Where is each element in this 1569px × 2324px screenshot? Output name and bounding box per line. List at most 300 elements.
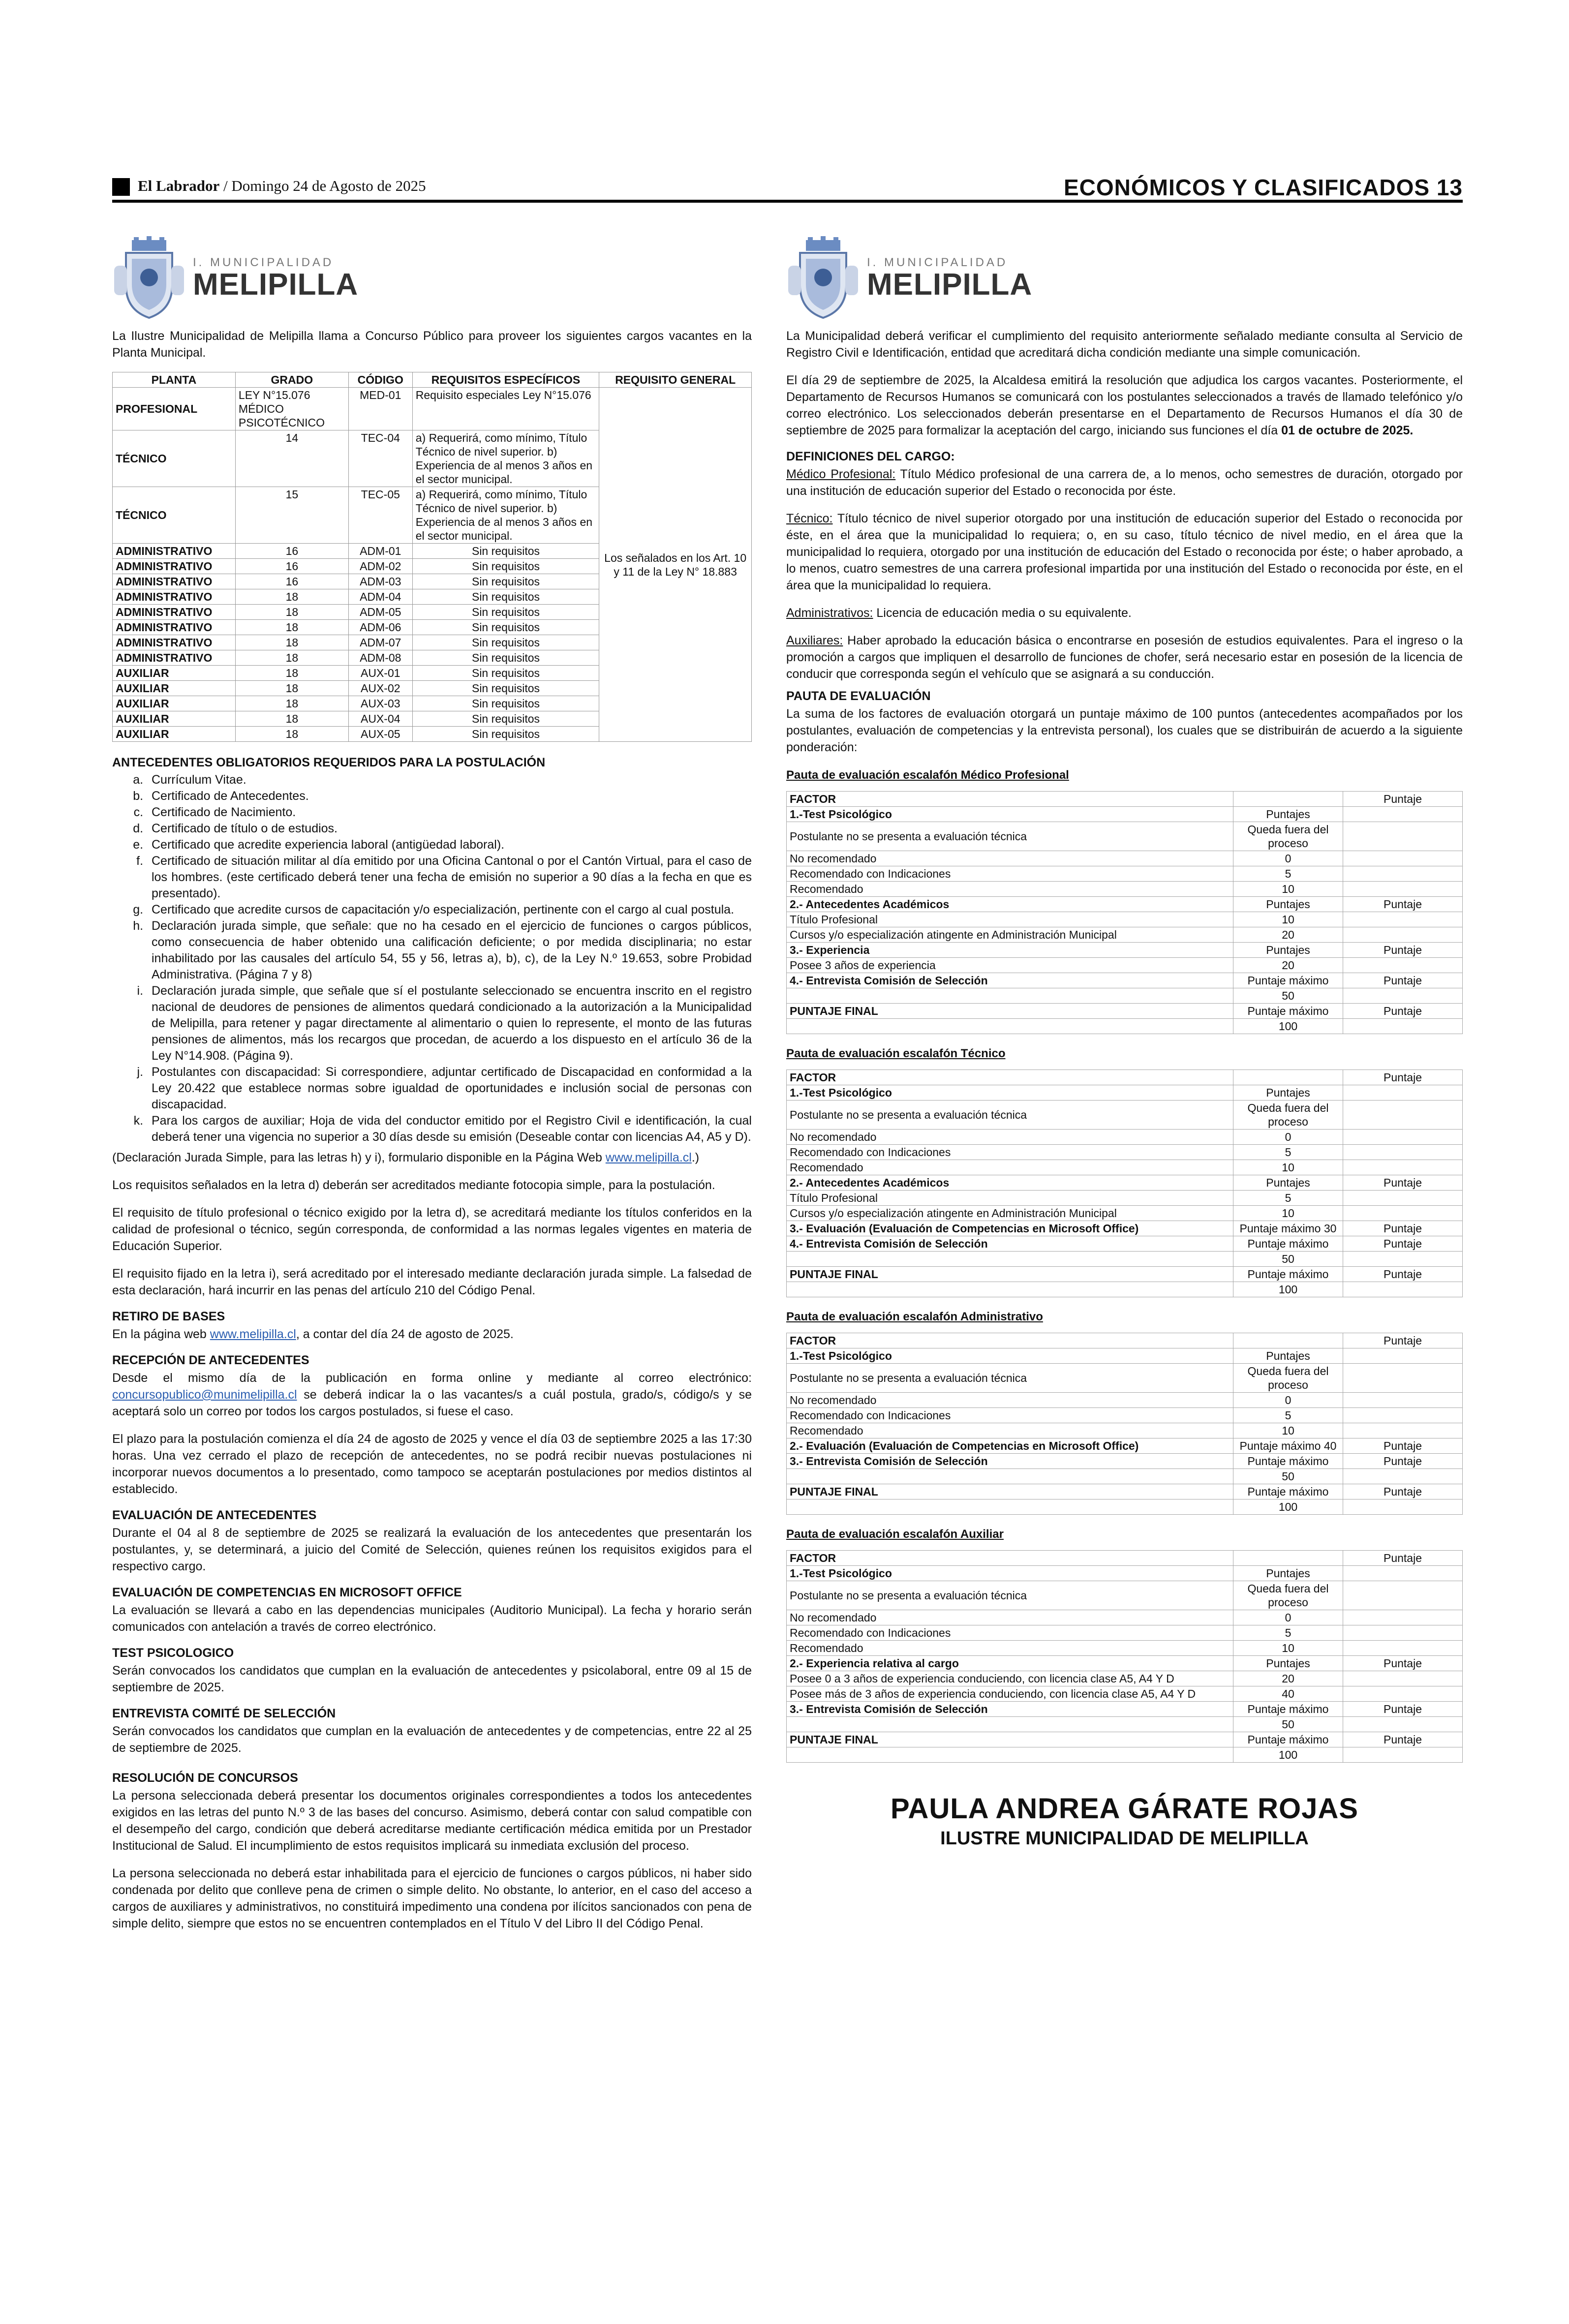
table-cell: Puntaje (1343, 897, 1463, 912)
table-cell (1343, 1252, 1463, 1267)
pauta-table-title: Pauta de evaluación escalafón Auxiliar (786, 1528, 1004, 1541)
recepcion-title: RECEPCIÓN DE ANTECEDENTES (112, 1353, 309, 1367)
evaluation-tables (786, 768, 1463, 1763)
def-administrativos: Administrativos: Licencia de educación media o su equivalente. (786, 606, 1132, 620)
table-cell: Postulante no se presenta a evaluación técnica (787, 1101, 1233, 1130)
table-cell: Sin requisitos (412, 559, 599, 574)
table-cell: Sin requisitos (412, 589, 599, 605)
table-cell: AUX-01 (348, 666, 412, 681)
right-paragraph-2: El día 29 de septiembre de 2025, la Alcaldesa emitirá la resolución que adjudica los cargos vacantes. Posteriormente, el Departamento de Recursos Humanos se comunicará con los postulantes seleccionados a través de llamado telefónico y/o correo electrónico. Los seleccionados deberán presentarse en el Departamento de Recursos Humanos el día 30 de septiembre de 2025 para formalizar la aceptación del cargo, iniciando sus funciones el día 01 de octubre de 2025. (786, 373, 1463, 437)
table-cell: Queda fuera del proceso (1233, 1581, 1343, 1610)
table-row (787, 1101, 1463, 1130)
section-title: ECONÓMICOS Y CLASIFICADOS 13 (1064, 175, 1463, 200)
table-cell: Puntaje máximo (1233, 1004, 1343, 1019)
table-cell: Recomendado (787, 1160, 1233, 1175)
table-cell: 50 (1233, 988, 1343, 1004)
table-cell (1343, 1364, 1463, 1393)
table-cell: Recomendado con Indicaciones (787, 1408, 1233, 1423)
table-cell (1343, 1145, 1463, 1160)
table-cell: Puntajes (1233, 943, 1343, 958)
table-cell: 3.- Entrevista Comisión de Selección (787, 1702, 1233, 1717)
table-cell: Postulante no se presenta a evaluación técnica (787, 1581, 1233, 1610)
table-cell: 16 (235, 574, 348, 589)
table-cell: 14 (235, 430, 348, 487)
table-row (787, 988, 1463, 1004)
table-cell: 18 (235, 666, 348, 681)
table-cell: 100 (1233, 1282, 1343, 1297)
table-cell: 100 (1233, 1499, 1343, 1515)
table-cell: AUXILIAR (113, 666, 236, 681)
municipality-logo-right (786, 236, 1463, 320)
table-cell: 10 (1233, 1423, 1343, 1438)
table-cell (1343, 1610, 1463, 1625)
table-cell (787, 1747, 1233, 1763)
table-cell (1343, 851, 1463, 866)
table-cell: 1.-Test Psicológico (787, 1348, 1233, 1364)
table-cell: 2.- Evaluación (Evaluación de Competencias en Microsoft Office) (787, 1438, 1233, 1454)
table-cell: TEC-04 (348, 430, 412, 487)
resolucion-p1: La persona seleccionada deberá presentar los documentos originales correspondientes a todos los antecedentes exigidos en las letras del punto N.º 3 de las bases del concurso. Asimismo, deberá contar con salud compatible con el desempeño del cargo, condición que deberá acreditarse mediante certificación médica emitida por un Prestador Institucional de Salud. El incumplimiento de estos requisitos implicará su inmediata exclusión del proceso. (112, 1789, 752, 1853)
pauta-table-title: Pauta de evaluación escalafón Técnico (786, 1047, 1006, 1060)
table-cell: 4.- Entrevista Comisión de Selección (787, 1236, 1233, 1252)
table-cell (1343, 1130, 1463, 1145)
table-row (787, 1004, 1463, 1019)
table-cell: 20 (1233, 1671, 1343, 1686)
table-cell (1343, 1408, 1463, 1423)
list-item: d. Certificado de título o de estudios. (147, 821, 752, 837)
table-cell: Puntaje máximo (1233, 973, 1343, 988)
table-row (787, 1160, 1463, 1175)
table-row (787, 792, 1463, 807)
table-cell: 18 (235, 620, 348, 635)
table-cell: 5 (1233, 1145, 1343, 1160)
table-cell: AUXILIAR (113, 727, 236, 742)
table-cell: Recomendado con Indicaciones (787, 1145, 1233, 1160)
table-cell: 10 (1233, 912, 1343, 927)
table-header-row (113, 372, 752, 388)
table-cell: ADMINISTRATIVO (113, 559, 236, 574)
table-row (787, 866, 1463, 882)
column-header: REQUISITO GENERAL (599, 372, 752, 388)
column-header: CÓDIGO (348, 372, 412, 388)
table-cell: 18 (235, 605, 348, 620)
table-cell: ADMINISTRATIVO (113, 650, 236, 666)
table-cell: 20 (1233, 927, 1343, 943)
table-cell: ADMINISTRATIVO (113, 605, 236, 620)
table-cell: FACTOR (787, 1333, 1233, 1348)
right-column (786, 236, 1463, 1849)
table-cell: 20 (1233, 958, 1343, 973)
table-cell: Queda fuera del proceso (1233, 1101, 1343, 1130)
table-cell: 0 (1233, 851, 1343, 866)
table-cell: 5 (1233, 1408, 1343, 1423)
table-cell: MED-01 (348, 388, 412, 430)
table-cell: No recomendado (787, 1130, 1233, 1145)
table-cell: TÉCNICO (113, 487, 236, 544)
table-cell: Postulante no se presenta a evaluación técnica (787, 1364, 1233, 1393)
table-cell (1343, 1348, 1463, 1364)
recepcion-plazo: El plazo para la postulación comienza el día 24 de agosto de 2025 y vence el día 03 de septiembre 2025 a las 17:30 horas. Una vez cerrado el plazo de recepción de antecedentes, no se podrá recibir nuevas postulaciones ni incorporar nuevos documentos a lo presentado, como tampoco se aceptarán postulaciones por medios distintos al establecido. (112, 1432, 752, 1496)
table-cell: 2.- Experiencia relativa al cargo (787, 1656, 1233, 1671)
table-cell: Puntaje (1343, 1070, 1463, 1085)
def-tecnico: Técnico: Título técnico de nivel superior otorgado por una institución de educación superior del Estado o reconocida por éste, en el área que la municipalidad lo requiera; o, en su caso, título técnico de nivel medio, en el área que la municipalidad lo requiera, otorgado por una institución de educación del Estado o reconocida por éste; o haber aprobado, a lo menos, cuatro semestres de una carrera profesional impartida por una institución del Estado o reconocida por éste, en el área que la municipalidad lo requiera. (786, 512, 1463, 592)
table-row (787, 1686, 1463, 1702)
table-cell: Puntaje (1343, 1333, 1463, 1348)
table-cell: ADM-02 (348, 559, 412, 574)
table-row (787, 927, 1463, 943)
table-cell: Cursos y/o especialización atingente en Administración Municipal (787, 1206, 1233, 1221)
table-cell: 18 (235, 696, 348, 711)
table-cell: 0 (1233, 1393, 1343, 1408)
table-row (787, 1656, 1463, 1671)
table-cell (1233, 1070, 1343, 1085)
table-row (787, 1085, 1463, 1101)
table-cell: Sin requisitos (412, 727, 599, 742)
table-cell: Puntajes (1233, 1566, 1343, 1581)
table-cell: Puntaje (1343, 973, 1463, 988)
table-cell (1343, 1160, 1463, 1175)
table-cell: 5 (1233, 866, 1343, 882)
logo-wordmark: MELIPILLA (193, 268, 359, 302)
table-cell: ADM-07 (348, 635, 412, 650)
table-cell: FACTOR (787, 792, 1233, 807)
table-row (787, 882, 1463, 897)
table-row (787, 1438, 1463, 1454)
list-item: k. Para los cargos de auxiliar; Hoja de vida del conductor emitido por el Registro Civil e identificación, la cual deberá tener una vigencia no superior a 30 días desde su emisión (Deseable contar con licencias A4, A5 y D). (147, 1113, 752, 1145)
logo-wordmark: MELIPILLA (867, 268, 1033, 302)
table-row (787, 1333, 1463, 1348)
table-cell (1343, 1671, 1463, 1686)
table-cell: Requisito especiales Ley N°15.076 (412, 388, 599, 430)
list-item: g. Certificado que acredite cursos de capacitación y/o especialización, pertinente con el cargo al cual postula. (147, 902, 752, 918)
table-cell: Cursos y/o especialización atingente en Administración Municipal (787, 927, 1233, 943)
header-square-mark (112, 178, 130, 196)
table-cell: 1.-Test Psicológico (787, 807, 1233, 822)
def-medico: Médico Profesional: Título Médico profesional de una carrera de, a lo menos, ocho semestres de duración, otorgado por una institución de educación superior del Estado o reconocida por éste. (786, 467, 1463, 498)
table-cell (1343, 1393, 1463, 1408)
table-row (787, 1454, 1463, 1469)
table-cell: ADM-03 (348, 574, 412, 589)
table-row (787, 1175, 1463, 1191)
table-cell: PUNTAJE FINAL (787, 1267, 1233, 1282)
table-cell: Puntaje máximo (1233, 1236, 1343, 1252)
entrevista-title: ENTREVISTA COMITÉ DE SELECCIÓN (112, 1707, 336, 1720)
table-cell: Posee 0 a 3 años de experiencia conduciendo, con licencia clase A5, A4 Y D (787, 1671, 1233, 1686)
table-cell (1343, 912, 1463, 927)
table-cell: 50 (1233, 1252, 1343, 1267)
vacancies-table (112, 372, 752, 742)
table-row (787, 1019, 1463, 1034)
table-cell: Puntaje (1343, 1004, 1463, 1019)
table-cell: ADM-01 (348, 544, 412, 559)
entrevista-text: Serán convocados los candidatos que cumplan en la evaluación de antecedentes y de competencias, entre 22 al 25 de septiembre de 2025. (112, 1724, 752, 1755)
table-row (787, 1364, 1463, 1393)
table-cell: 3.- Experiencia (787, 943, 1233, 958)
table-cell: ADMINISTRATIVO (113, 574, 236, 589)
table-cell: Puntajes (1233, 1348, 1343, 1364)
table-cell: 16 (235, 544, 348, 559)
table-row (787, 1282, 1463, 1297)
table-cell (1343, 1282, 1463, 1297)
table-row (787, 1423, 1463, 1438)
table-row (787, 912, 1463, 927)
table-cell (787, 1499, 1233, 1515)
left-paragraph-3: El requisito fijado en la letra i), será acreditado por el interesado mediante declaración jurada simple. La falsedad de esta declaración, hará incurrir en las penas del artículo 210 del Código Penal. (112, 1267, 752, 1297)
list-item: h. Declaración jurada simple, que señale: que no ha cesado en el ejercicio de funciones o cargos públicos, como consecuencia de haber obtenido una calificación deficiente; o por medida disciplinaria; no estar inhabilitado por las causales del artículo 54, 55 y 56, letras a), b), c), de la Ley N.º 19.653, sobre Probidad Administrativa. (Página 7 y 8) (147, 918, 752, 983)
list-item: c. Certificado de Nacimiento. (147, 804, 752, 821)
table-cell: Puntaje (1343, 1732, 1463, 1747)
table-cell: No recomendado (787, 851, 1233, 866)
table-cell: 4.- Entrevista Comisión de Selección (787, 973, 1233, 988)
logo-caption: I. MUNICIPALIDAD (193, 256, 334, 269)
intro-paragraph: La Ilustre Municipalidad de Melipilla llama a Concurso Público para proveer los siguientes cargos vacantes en la Planta Municipal. (112, 329, 752, 360)
table-cell: Puntaje (1343, 1702, 1463, 1717)
table-cell: FACTOR (787, 1551, 1233, 1566)
table-cell (787, 1252, 1233, 1267)
table-cell (1343, 882, 1463, 897)
table-cell: FACTOR (787, 1070, 1233, 1085)
table-row (787, 943, 1463, 958)
table-row (113, 388, 752, 430)
table-cell: 0 (1233, 1130, 1343, 1145)
list-item: f. Certificado de situación militar al día emitido por una Oficina Cantonal o por el Cantón Virtual, para el caso de los hombres. (este certificado deberá tener una fecha de emisión no superior a 90 días a la fecha en que es presentado). (147, 853, 752, 902)
header-dateline: El Labrador / Domingo 24 de Agosto de 2025 (138, 177, 426, 194)
table-cell: 2.- Antecedentes Académicos (787, 897, 1233, 912)
table-cell: Puntaje (1343, 1175, 1463, 1191)
table-cell: Puntaje máximo (1233, 1732, 1343, 1747)
retiro-text: En la página web www.melipilla.cl, a contar del día 24 de agosto de 2025. (112, 1327, 514, 1341)
table-cell: AUXILIAR (113, 711, 236, 727)
table-cell: 3.- Evaluación (Evaluación de Competencias en Microsoft Office) (787, 1221, 1233, 1236)
evaluacion-text: Durante el 04 al 8 de septiembre de 2025 se realizará la evaluación de los antecedentes que presentarán los postulantes, y, se determinará, a juicio del Comité de Selección, quienes reúnen los requisitos exigidos para el respectivo cargo. (112, 1526, 752, 1573)
table-cell: Puntaje máximo 30 (1233, 1221, 1343, 1236)
table-cell: 18 (235, 711, 348, 727)
pauta-table (786, 1070, 1463, 1297)
table-cell: PROFESIONAL (113, 388, 236, 430)
table-row (787, 1499, 1463, 1515)
signature-block (786, 1792, 1463, 1849)
table-cell: ADMINISTRATIVO (113, 620, 236, 635)
table-row (787, 1717, 1463, 1732)
table-cell: a) Requerirá, como mínimo, Título Técnico de nivel superior. b) Experiencia de al menos 3 años en el sector municipal. (412, 487, 599, 544)
table-cell: 10 (1233, 1160, 1343, 1175)
table-cell: Posee más de 3 años de experiencia conduciendo, con licencia clase A5, A4 Y D (787, 1686, 1233, 1702)
retiro-link[interactable]: www.melipilla.cl (210, 1327, 296, 1341)
table-cell: Sin requisitos (412, 681, 599, 696)
table-cell: Recomendado (787, 1423, 1233, 1438)
table-cell: Puntaje máximo (1233, 1267, 1343, 1282)
table-cell: Puntaje (1343, 1267, 1463, 1282)
list-item: i. Declaración jurada simple, que señale que sí el postulante seleccionado se encuentra inscrito en el registro nacional de deudores de pensiones de alimentos quedará condicionado a la autorización a la Municipalidad de Melipilla, para retener y pagar directamente al alimentario o quien lo represente, el monto de las futuras pensiones de alimentos, más los recargos que procedan, de acuerdo a los dispuesto en el artículo 36 de la Ley N°14.908. (Página 9). (147, 983, 752, 1064)
table-cell: Sin requisitos (412, 635, 599, 650)
table-cell: Puntajes (1233, 807, 1343, 822)
table-cell: Recomendado con Indicaciones (787, 1625, 1233, 1641)
table-cell: Sin requisitos (412, 711, 599, 727)
office-title: EVALUACIÓN DE COMPETENCIAS EN MICROSOFT OFFICE (112, 1586, 462, 1599)
table-row (787, 973, 1463, 988)
table-cell: Recomendado con Indicaciones (787, 866, 1233, 882)
table-cell: 16 (235, 559, 348, 574)
table-cell: AUX-02 (348, 681, 412, 696)
column-header: PLANTA (113, 372, 236, 388)
resolucion-title: RESOLUCIÓN DE CONCURSOS (112, 1771, 298, 1785)
table-row (787, 1551, 1463, 1566)
table-cell: 1.-Test Psicológico (787, 1085, 1233, 1101)
table-cell (1343, 1469, 1463, 1484)
table-cell: Título Profesional (787, 912, 1233, 927)
table-cell: 18 (235, 635, 348, 650)
table-cell: AUX-04 (348, 711, 412, 727)
table-cell: 18 (235, 589, 348, 605)
table-row (787, 1206, 1463, 1221)
table-cell: 40 (1233, 1686, 1343, 1702)
table-cell (1343, 1101, 1463, 1130)
def-auxiliares: Auxiliares: Haber aprobado la educación básica o encontrarse en posesión de estudios equivalentes. Para el ingreso o la promoción a cargos que impliquen el desarrollo de funciones de chofer, será necesario estar en posesión de la licencia de conducir que corresponda según el vehículo que se asignará a su conducción. (786, 634, 1463, 681)
table-cell: Puntaje (1343, 943, 1463, 958)
left-paragraph-2: El requisito de título profesional o técnico exigido por la letra d), se acreditará mediante los títulos conferidos en la calidad de profesional o técnico, según corresponda, de conformidad a las normas legales vigentes en materia de Educación Superior. (112, 1206, 752, 1253)
melipilla-link[interactable]: www.melipilla.cl (605, 1151, 692, 1164)
table-cell: Sin requisitos (412, 574, 599, 589)
table-cell (1233, 1333, 1343, 1348)
table-row (787, 1610, 1463, 1625)
table-cell (1233, 1551, 1343, 1566)
page-header (112, 177, 1463, 203)
table-cell: Postulante no se presenta a evaluación técnica (787, 822, 1233, 851)
table-cell: No recomendado (787, 1393, 1233, 1408)
table-cell: Puntajes (1233, 1175, 1343, 1191)
table-cell: Puntaje (1343, 1454, 1463, 1469)
signatory-org: ILUSTRE MUNICIPALIDAD DE MELIPILLA (940, 1828, 1309, 1849)
table-cell: Sin requisitos (412, 620, 599, 635)
table-cell (1343, 988, 1463, 1004)
table-row (787, 1130, 1463, 1145)
table-cell: 1.-Test Psicológico (787, 1566, 1233, 1581)
table-cell: AUXILIAR (113, 696, 236, 711)
table-cell: Puntaje (1343, 1551, 1463, 1566)
general-requirement-cell: Los señalados en los Art. 10 y 11 de la Ley N° 18.883 (599, 388, 752, 742)
table-cell (1233, 792, 1343, 807)
table-cell (1343, 927, 1463, 943)
table-cell (1343, 1581, 1463, 1610)
table-row (787, 1702, 1463, 1717)
table-cell (787, 1717, 1233, 1732)
table-cell: Puntajes (1233, 897, 1343, 912)
pauta-text: La suma de los factores de evaluación otorgará un puntaje máximo de 100 puntos (antecedentes acompañados por los postulantes, evaluación de competencias y la entrevista personal), los cuales que se distribuirán de acuerdo a la siguiente ponderación: (786, 707, 1463, 754)
coat-of-arms-icon (112, 236, 186, 320)
table-cell: 50 (1233, 1717, 1343, 1732)
pauta-table (786, 1550, 1463, 1763)
left-paragraph-1: Los requisitos señalados en la letra d) deberán ser acreditados mediante fotocopia simple, para la postulación. (112, 1178, 715, 1192)
test-title: TEST PSICOLOGICO (112, 1646, 234, 1660)
table-cell (1343, 1625, 1463, 1641)
table-row (787, 1671, 1463, 1686)
table-cell: 0 (1233, 1610, 1343, 1625)
table-cell: Título Profesional (787, 1191, 1233, 1206)
table-cell: Puntaje máximo (1233, 1702, 1343, 1717)
table-row (787, 1393, 1463, 1408)
table-row (787, 1732, 1463, 1747)
table-cell (1343, 1085, 1463, 1101)
email-link[interactable]: concursopublico@munimelipilla.cl (112, 1388, 297, 1402)
table-cell (1343, 1423, 1463, 1438)
table-cell: 5 (1233, 1191, 1343, 1206)
table-cell: a) Requerirá, como mínimo, Título Técnico de nivel superior. b) Experiencia de al menos 3 años en el sector municipal. (412, 430, 599, 487)
table-row (787, 1581, 1463, 1610)
table-cell (1343, 807, 1463, 822)
table-cell: Puntaje (1343, 1438, 1463, 1454)
table-cell: TEC-05 (348, 487, 412, 544)
table-cell: No recomendado (787, 1610, 1233, 1625)
table-cell: ADMINISTRATIVO (113, 544, 236, 559)
table-row (787, 1191, 1463, 1206)
pauta-table (786, 1333, 1463, 1515)
table-row (787, 1145, 1463, 1160)
table-row (787, 1236, 1463, 1252)
table-cell: Puntaje (1343, 1221, 1463, 1236)
table-cell (1343, 866, 1463, 882)
table-cell: Posee 3 años de experiencia (787, 958, 1233, 973)
table-row (787, 1221, 1463, 1236)
table-row (787, 958, 1463, 973)
table-cell: TÉCNICO (113, 430, 236, 487)
list-item: a. Currículum Vitae. (147, 772, 752, 788)
table-cell: 10 (1233, 1206, 1343, 1221)
office-text: La evaluación se llevará a cabo en las dependencias municipales (Auditorio Municipal). La fecha y horario serán comunicados con antelación a través de correo electrónico. (112, 1603, 752, 1634)
table-cell: Sin requisitos (412, 544, 599, 559)
table-cell (1343, 1499, 1463, 1515)
table-row (787, 807, 1463, 822)
antecedentes-list (112, 772, 752, 1145)
table-cell: Sin requisitos (412, 666, 599, 681)
table-cell: 10 (1233, 1641, 1343, 1656)
table-row (787, 1747, 1463, 1763)
recepcion-text: Desde el mismo día de la publicación en forma online y mediante al correo electrónico: concursopublico@munimelipilla.cl se deberá indicar la o las vacantes/s a cuál postula, grado/s, código/s y se aceptará solo un correo por todos los cargos postulados, si fuese el caso. (112, 1371, 752, 1418)
declaracion-note: (Declaración Jurada Simple, para las letras h) y i), formulario disponible en la Página Web www.melipilla.cl.) (112, 1151, 700, 1164)
table-cell: ADM-08 (348, 650, 412, 666)
table-cell: PUNTAJE FINAL (787, 1004, 1233, 1019)
table-row (787, 1484, 1463, 1499)
table-cell: 3.- Entrevista Comisión de Selección (787, 1454, 1233, 1469)
table-cell (1343, 1747, 1463, 1763)
table-cell (1343, 1566, 1463, 1581)
table-cell: Puntaje máximo (1233, 1484, 1343, 1499)
table-cell: Sin requisitos (412, 605, 599, 620)
table-cell: 2.- Antecedentes Académicos (787, 1175, 1233, 1191)
list-item: b. Certificado de Antecedentes. (147, 788, 752, 804)
table-cell: Puntaje (1343, 1236, 1463, 1252)
coat-of-arms-icon (786, 236, 860, 320)
table-cell: 15 (235, 487, 348, 544)
table-cell: Puntaje (1343, 792, 1463, 807)
table-row (787, 897, 1463, 912)
table-cell (1343, 1641, 1463, 1656)
signatory-name: PAULA ANDREA GÁRATE ROJAS (891, 1793, 1358, 1825)
table-cell: 100 (1233, 1019, 1343, 1034)
column-header: REQUISITOS ESPECÍFICOS (412, 372, 599, 388)
logo-caption: I. MUNICIPALIDAD (867, 256, 1008, 269)
right-paragraph-1: La Municipalidad deberá verificar el cumplimiento del requisito anteriormente señalado mediante consulta al Servicio de Registro Civil e Identificación, entidad que acreditará dicha condición mediante una simple comunicación. (786, 329, 1463, 360)
table-row (787, 851, 1463, 866)
antecedentes-title: ANTECEDENTES OBLIGATORIOS REQUERIDOS PARA LA POSTULACIÓN (112, 756, 546, 769)
table-cell: Puntaje máximo (1233, 1454, 1343, 1469)
resolucion-p2: La persona seleccionada no deberá estar inhabilitada para el ejercicio de funciones o cargos públicos, ni haber sido condenada por delito que conlleve pena de crimen o simple delito. No obstante, lo anterior, en el caso del acceso a cargos de auxiliares y administrativos, no constituirá impedimento una condena por ilícitos sancionados con pena de simple delito, siempre que estos no se encuentren contemplados en el Título V del Libro II del Código Penal. (112, 1866, 752, 1930)
table-cell: LEY N°15.076 MÉDICO PSICOTÉCNICO (235, 388, 348, 430)
table-cell (1343, 1717, 1463, 1732)
municipality-logo (112, 236, 752, 320)
table-cell (1343, 1686, 1463, 1702)
table-cell: 10 (1233, 882, 1343, 897)
table-cell: 50 (1233, 1469, 1343, 1484)
